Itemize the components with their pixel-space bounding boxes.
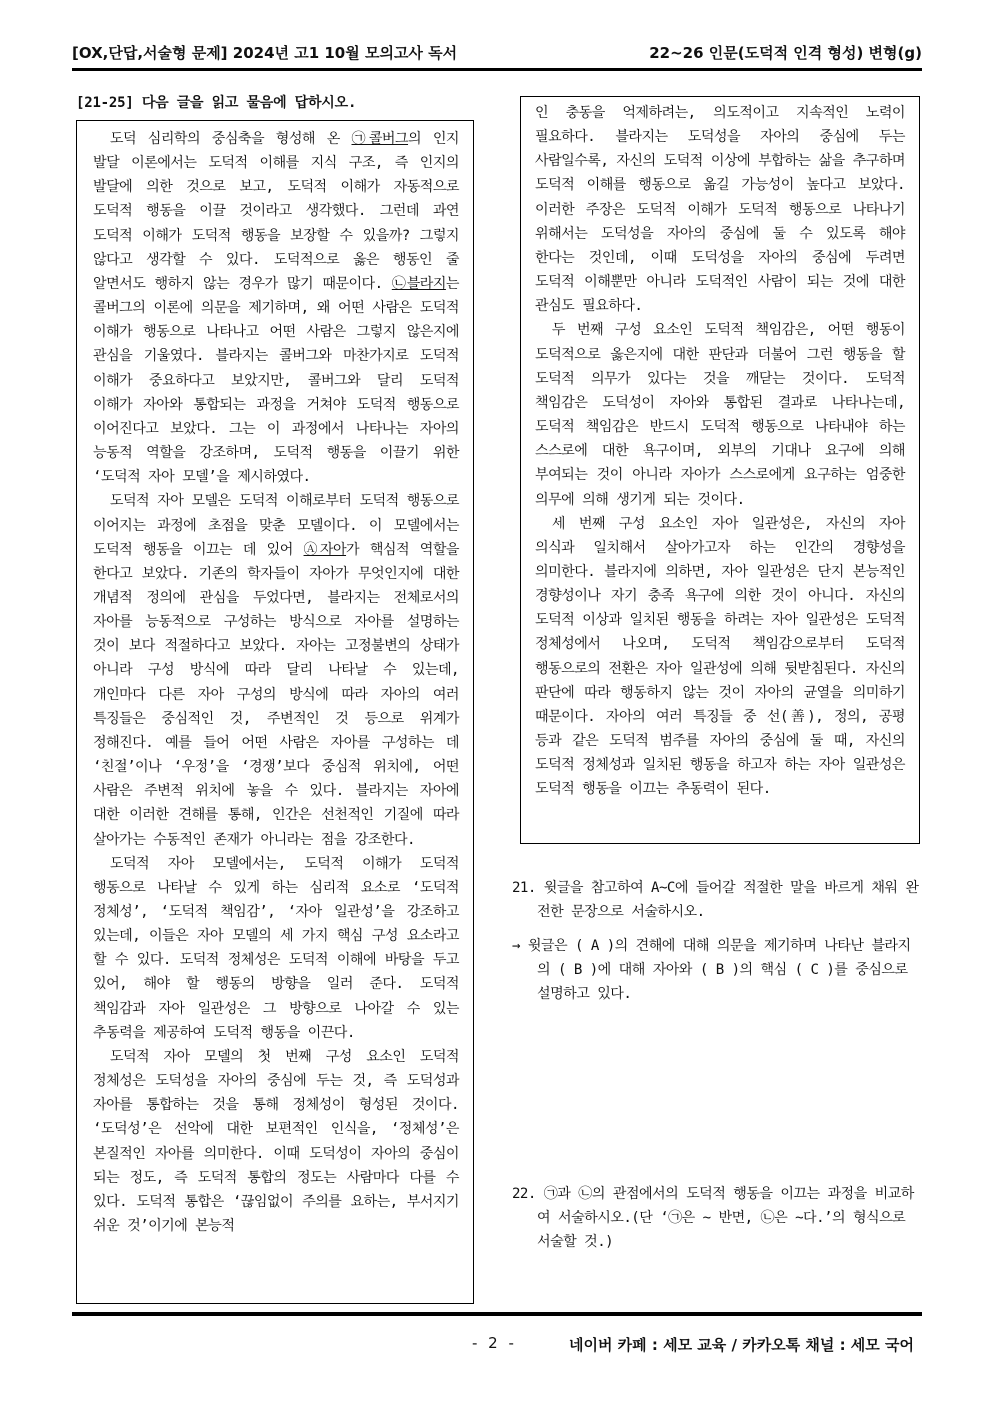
- question-21: 21. 윗글을 참고하여 A~C에 들어갈 적절한 말을 바르게 채워 완전한 문장으로 서술하시오.: [512, 880, 919, 920]
- page-header: [72, 42, 922, 66]
- passage-paragraph-1: 도덕 심리학의 중심축을 형성해 온 ㉠콜버그의 인지 발달 이론에서는 도덕적 이해를 지식 구조, 즉 인지의 발달에 의한 것으로 보고, 도덕적 이해가 자동적으로 도덕적 행동을 이끌 것이라고 생각했다. 그런데 과연 도덕적 이해가 도덕적 행동을 보장할 수 있을까? 그렇지 않다고 생각할 수 있다. 도덕적으로 옳은 행동인 줄 알면서도 행하지 않는 경우가 많기 때문이다. ㉡블라지는 콜버그의 이론에 의문을 제기하며, 왜 어떤 사람은 도덕적 이해가 행동으로 나타나고 어떤 사람은 그렇지 않은지에 관심을 기울였다. 블라지는 콜버그와 마찬가지로 도덕적 이해가 중요하다고 보았지만, 콜버그와 달리 도덕적 이해가 자아와 통합되는 과정을 거쳐야 도덕적 행동으로 이어진다고 보았다. 그는 이 과정에서 나타나는 자아의 능동적 역할을 강조하며, 도덕적 행동을 이끌기 위한 ‘도덕적 자아 모델’을 제시하였다.: [93, 131, 460, 486]
- footer-info: 네이버 카페 : 세모 교육 / 카카오톡 채널 : 세모 국어: [568, 1336, 914, 1354]
- passage-box-right: [520, 96, 920, 844]
- self-marker: Ⓐ자아: [303, 541, 347, 558]
- header-title-left: [OX,단답,서술형 문제] 2024년 고1 10월 모의고사 독서: [72, 44, 458, 62]
- passage-box-left: [76, 120, 474, 1304]
- question-21-answer-template: → 윗글은 ( A )의 견해에 대해 의문을 제기하며 나타난 블라지의 ( B )에 대해 자아와 ( B )의 핵심 ( C )를 중심으로 설명하고 있다.: [512, 938, 911, 1002]
- blasi-marker: ㉡블라지: [391, 275, 446, 292]
- header-title-right: 22~26 인문(도덕적 인격 형성) 변형(g): [649, 44, 922, 62]
- passage-paragraph-3: 도덕적 자아 모델에서는, 도덕적 이해가 도덕적 행동으로 나타날 수 있게 하는 심리적 요소로 ‘도덕적 정체성’, ‘도덕적 책임감’, ‘자아 일관성’을 강조하고 있는데, 이들은 자아 모델의 세 가지 핵심 구성 요소라고 할 수 있다. 도덕적 정체성은 도덕적 이해에 바탕을 두고 있어, 해야 할 행동의 방향을 일러 준다. 도덕적 책임감과 자아 일관성은 그 방향으로 나아갈 수 있는 추동력을 제공하여 도덕적 행동을 이끈다.: [93, 855, 459, 1041]
- header-rule: [72, 68, 922, 71]
- passage-paragraph-2: 도덕적 자아 모델은 도덕적 이해로부터 도덕적 행동으로 이어지는 과정에 초점을 맞춘 모델이다. 이 모델에서는 도덕적 행동을 이끄는 데 있어 Ⓐ자아가 핵심적 역할을 한다고 보았다. 기존의 학자들이 자아가 무엇인지에 대한 개념적 정의에 관심을 두었다면, 블라지는 전체로서의 자아를 능동적으로 구성하는 방식으로 자아를 설명하는 것이 보다 적절하다고 보았다. 자아는 고정불변의 상태가 아니라 구성 방식에 따라 달리 나타날 수 있는데, 개인마다 다른 자아 구성의 방식에 따라 자아의 여러 특징들은 중심적인 것, 주변적인 것 등으로 위계가 정해진다. 예를 들어 어떤 사람은 자아를 구성하는 데 ‘친절’이나 ‘우정’을 ‘경쟁’보다 중심적 위치에, 어떤 사람은 주변적 위치에 놓을 수 있다. 블라지는 자아에 대한 이러한 견해를 통해, 인간은 선천적인 기질에 따라 살아가는 수동적인 존재가 아니라는 점을 강조한다.: [93, 493, 460, 848]
- passage-paragraph-4-continued: 인 충동을 억제하려는, 의도적이고 지속적인 노력이 필요하다. 블라지는 도덕성을 자아의 중심에 두는 사람일수록, 자신의 도덕적 이상에 부합하는 삶을 추구하며 도덕적 이해를 행동으로 옮길 가능성이 높다고 보았다. 이러한 주장은 도덕적 이해가 도덕적 행동으로 나타나기 위해서는 도덕성을 자아의 중심에 둘 수 있도록 해야 한다는 것인데, 이때 도덕성을 자아의 중심에 두려면 도덕적 이해뿐만 아니라 도덕적인 사람이 되는 것에 대한 관심도 필요하다.: [535, 105, 905, 315]
- question-22: 22. ㉠과 ㉡의 관점에서의 도덕적 행동을 이끄는 과정을 비교하여 서술하시오.(단 ‘㉠은 ~ 반면, ㉡은 ~다.’의 형식으로 서술할 것.): [512, 1186, 914, 1250]
- page-number: - 2 -: [472, 1334, 517, 1352]
- passage-paragraph-6: 세 번째 구성 요소인 자아 일관성은, 자신의 자아 의식과 일치해서 살아가고자 하는 인간의 경향성을 의미한다. 블라지에 의하면, 자아 일관성은 단지 본능적인 경향성이나 자기 충족 욕구에 의한 것이 아니다. 자신의 도덕적 이상과 일치된 행동을 하려는 자아 일관성은 도덕적 정체성에서 나오며, 도덕적 책임감으로부터 도덕적 행동으로의 전환은 자아 일관성에 의해 뒷받침된다. 자신의 판단에 따라 행동하지 않는 것이 자아의 균열을 의미하기 때문이다. 자아의 여러 특징들 중 선(善), 정의, 공평 등과 같은 도덕적 범주를 자아의 중심에 둘 때, 자신의 도덕적 정체성과 일치된 행동을 하고자 하는 자아 일관성은 도덕적 행동을 이끄는 추동력이 된다.: [535, 515, 905, 798]
- footer-rule: [72, 1312, 922, 1316]
- passage-paragraph-4: 도덕적 자아 모델의 첫 번째 구성 요소인 도덕적 정체성은 도덕성을 자아의 중심에 두는 것, 즉 도덕성과 자아를 통합하는 것을 통해 정체성이 형성된 것이다. ‘도덕성’은 선악에 대한 보편적인 인식을, ‘정체성’은 본질적인 자아를 의미한다. 이때 도덕성이 자아의 중심이 되는 정도, 즉 도덕적 통합의 정도는 사람마다 다를 수 있다. 도덕적 통합은 ‘끊임없이 주의를 요하는, 부서지기 쉬운 것’이기에 본능적: [93, 1048, 459, 1235]
- passage-paragraph-5: 두 번째 구성 요소인 도덕적 책임감은, 어떤 행동이 도덕적으로 옳은지에 대한 판단과 더불어 그런 행동을 할 도덕적 의무가 있다는 것을 깨닫는 것이다. 도덕적 책임감은 도덕성이 자아와 통합된 결과로 나타나는데, 도덕적 책임감은 반드시 도덕적 행동으로 나타내야 하는 스스로에 대한 욕구이며, 외부의 기대나 요구에 의해 부여되는 것이 아니라 자아가 스스로에게 요구하는 엄중한 의무에 의해 생기게 되는 것이다.: [535, 322, 905, 508]
- instruction: [21-25] 다음 글을 읽고 물음에 답하시오.: [76, 95, 357, 111]
- kohlberg-marker: ㉠콜버그: [351, 131, 409, 147]
